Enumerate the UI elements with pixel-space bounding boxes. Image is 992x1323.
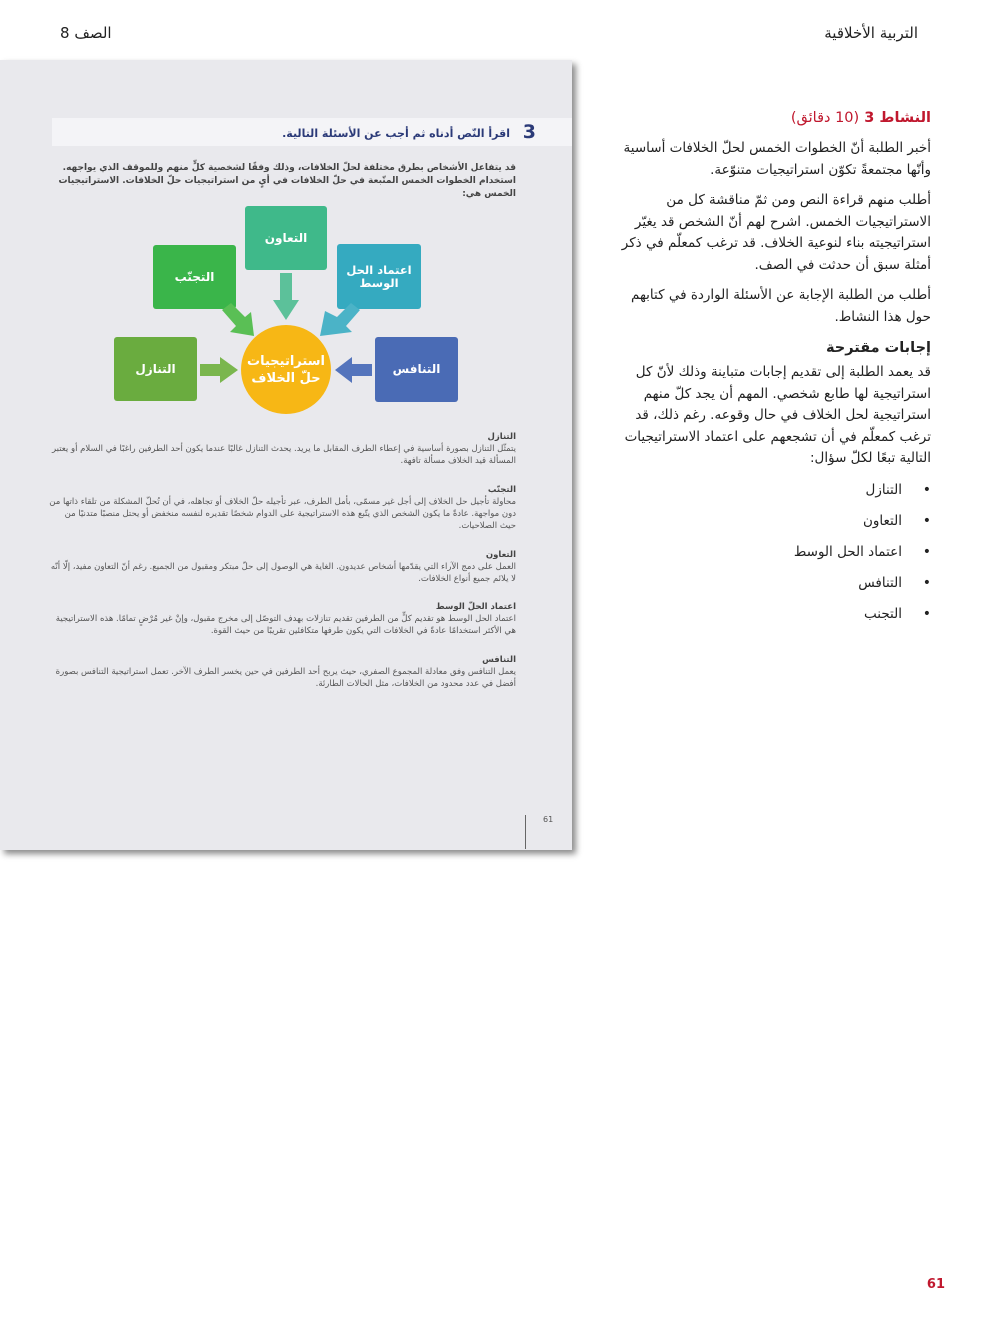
node-compromise: اعتماد الحل الوسط: [337, 244, 421, 309]
list-item: • التعاون: [863, 512, 931, 529]
node-cooperation: التعاون: [245, 206, 327, 270]
section-cooperation: [46, 549, 516, 585]
book-intro: قد يتفاعل الأشخاص بطرق مختلفة لحلّ الخلافات، وذلك وفقًا لشخصية كلٍّ منهم وللموقف الذي يواجهه. استخدام الخطوات الخمس المتّبعة في حلّ الخلافات في أيٍ من استراتيجيات حلّ الخلافات. الاستراتيجيات الخمس هي:: [58, 163, 516, 199]
section-body: يعمل التنافس وفق معادلة المجموع الصفري، حيث يربح أحد الطرفين في حين يخسر الطرف الآخر. تعمل استراتيجية التنافس بصورة أفضل في عدد محدود من الخلافات، مثل الحالات الطارئة.: [55, 667, 516, 689]
section-body: يتمثّل التنازل بصورة أساسية في إعطاء الطرف المقابل ما يريد. يحدث التنازل غالبًا عندما يكون أحد الطرفين راغبًا في السلام أو يعتبر المسألة قيد الخلاف مسألة تافهة.: [51, 444, 516, 466]
list-item: • التجنب: [864, 605, 931, 622]
section-competition: [46, 654, 516, 690]
activity-duration: (10 دقائق): [790, 110, 860, 126]
section-title: اعتماد الحلّ الوسط: [435, 602, 516, 612]
section-body: محاولة تأجيل حل الخلاف إلى أجل غير مسمّى، بأمل الطرف، عبر تأجيله حلّ الخلاف أو تجاهله، في أن تُحلّ المشكلة من تلقاء ذاتها من دون مواجهة. عادةً ما يكون الشخص الذي يتّبع هذه الاستراتيجية على الدوام شخصًا تقديره لنفسه منخفض أو يحتل منصبًا متدنيًا من حيث الصلاحيات.: [49, 497, 516, 531]
answers-text: قد يعمد الطلبة إلى تقديم إجابات متباينة وذلك لأنّ كل استراتيجية لها طابع شخصي. المهم أن يجد كلّ منهم استراتيجية لحل الخلاف في حال وقوعه. رغم ذلك، قد ترغب كمعلّم في أن تشجعهم على اعتماد الاستراتيجيات التالية تبعًا لكلّ سؤال:: [624, 364, 931, 466]
node-avoidance: التجنّب: [153, 245, 236, 309]
section-compromise: [46, 601, 516, 637]
arrow-from-left: [200, 357, 238, 383]
section-title: التعاون: [485, 550, 516, 560]
bullet-icon: •: [922, 481, 931, 498]
activity-instruction: اقرأ النّص أدناه ثم أجب عن الأسئلة التالية.: [282, 127, 510, 140]
node-competition: التنافس: [375, 337, 458, 402]
section-title: التجنّب: [487, 485, 516, 495]
list-item: • اعتماد الحل الوسط: [793, 543, 931, 560]
activity-heading: [606, 110, 931, 126]
activity-number: 3: [522, 121, 536, 143]
book-page-number: 61: [543, 815, 554, 824]
guide-paragraph: أخبر الطلبة أنّ الخطوات الخمس لحلّ الخلافات أساسية وأنّها مجتمعةً تكوّن استراتيجيات متنوّعة.: [623, 140, 931, 178]
section-body: العمل على دمج الآراء التي يقدّمها أشخاص عديدون. الغاية هي الوصول إلى حلّ مبتكر ومقبول من الجميع. رغم أنّ التعاون مفيد، إلّا أنّه لا يلائم جميع أنواع الخلافات.: [50, 562, 516, 584]
guide-paragraph: أطلب من الطلبة الإجابة عن الأسئلة الواردة في كتابهم حول هذا النشاط.: [630, 287, 931, 325]
section-body: اعتماد الحل الوسط هو تقديم كلٍّ من الطرفين تقديم تنازلات بهدف التوصّل إلى مخرج مقبول، وإنْ غير مُرْضٍ تمامًا. هذه الاستراتيجية هي الأكثر استخدامًا عادةً في الخلافات التي يكون طرفها متكافئين تقريبًا من حيث القوة.: [55, 614, 516, 636]
activity-title: النشاط 3: [864, 110, 931, 126]
student-book-page: [0, 60, 572, 850]
node-accommodation: التنازل: [114, 337, 197, 401]
bullet-icon: •: [922, 574, 931, 591]
section-title: التنافس: [482, 655, 516, 665]
grade-label: الصف 8: [60, 24, 112, 42]
bullet-icon: •: [922, 512, 931, 529]
answers-heading: إجابات مقترحة: [826, 340, 931, 356]
node-center-strategies: استراتيجيات حلّ الخلاف: [241, 325, 331, 414]
section-title: التنازل: [487, 432, 516, 442]
guide-paragraph: أطلب منهم قراءة النص ومن ثمّ مناقشة كل من الاستراتيجيات الخمس. اشرح لهم أنّ الشخص قد يغيّر استراتيجيته بناء لنوعية الخلاف. قد ترغب كمعلّم في ذكر أمثلة سبق أن حدثت في الصف.: [621, 192, 931, 273]
page-number: 61: [926, 1277, 945, 1292]
section-avoidance: [46, 484, 516, 532]
section-accommodation: [46, 431, 516, 467]
list-item: • التنازل: [865, 481, 931, 498]
list-item: • التنافس: [858, 574, 931, 591]
page-divider: [525, 815, 526, 849]
bullet-icon: •: [922, 605, 931, 622]
answers-list: [606, 480, 931, 624]
teacher-guide: [606, 110, 931, 635]
arrow-from-right: [335, 357, 372, 383]
subject-title: التربية الأخلاقية: [824, 24, 918, 42]
arrow-from-top: [273, 273, 299, 320]
bullet-icon: •: [922, 543, 931, 560]
